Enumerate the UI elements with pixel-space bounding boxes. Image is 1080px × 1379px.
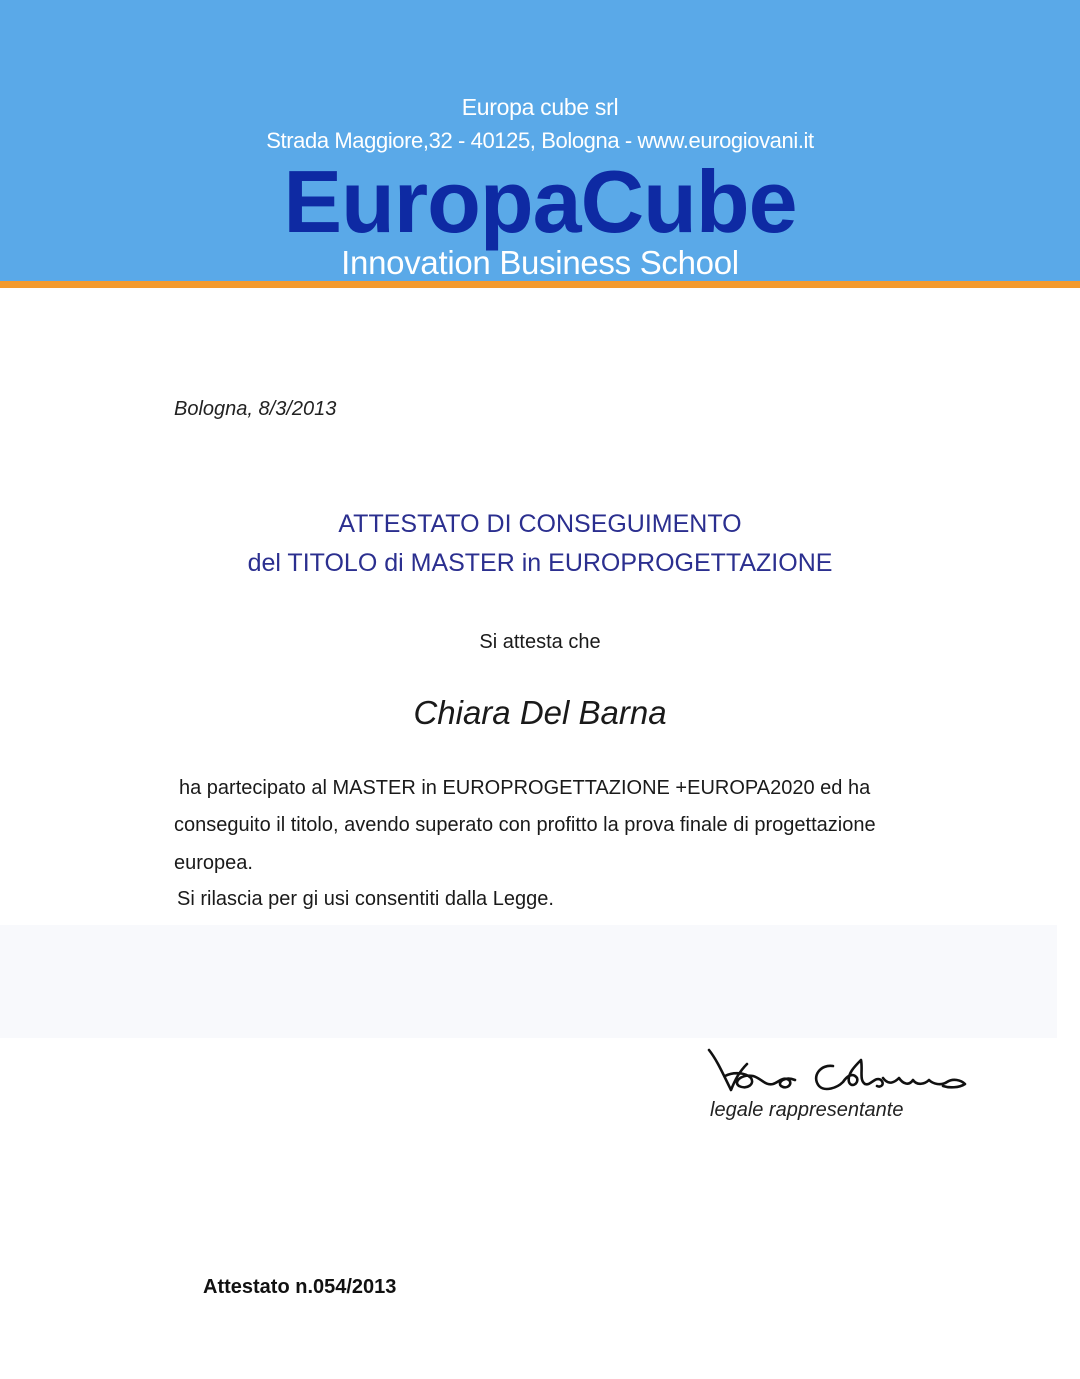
body-line-4: Si rilascia per gi usi consentiti dalla Legge.	[177, 888, 554, 910]
body-line-1: ha partecipato al MASTER in EUROPROGETTAZIONE +EUROPA2020 ed ha	[179, 777, 871, 799]
certificate-title-line-1: ATTESTATO DI CONSEGUIMENTO	[338, 510, 742, 538]
signature-image	[703, 1046, 968, 1098]
company-address: Strada Maggiore,32 - 40125, Bologna - www.eurogiovani.it	[266, 128, 814, 153]
header-stripe	[0, 281, 1080, 288]
company-name: Europa cube srl	[461, 94, 619, 120]
attestation-intro: Si attesta che	[479, 631, 601, 653]
brand-tagline: Innovation Business School	[341, 244, 739, 281]
certificate-date: Bologna, 8/3/2013	[174, 398, 337, 420]
brand-logo-text: EuropaCube	[283, 152, 797, 251]
body-line-3: europea.	[174, 852, 253, 874]
certificate-number: Attestato n.054/2013	[203, 1276, 397, 1298]
shaded-band	[0, 925, 1057, 1038]
body-line-2: conseguito il titolo, avendo superato con profitto la prova finale di progettazione	[174, 814, 876, 836]
recipient-name: Chiara Del Barna	[413, 694, 667, 731]
signature-label: legale rappresentante	[710, 1099, 904, 1121]
certificate-title-line-2: del TITOLO di MASTER in EUROPROGETTAZIONE	[247, 549, 833, 577]
